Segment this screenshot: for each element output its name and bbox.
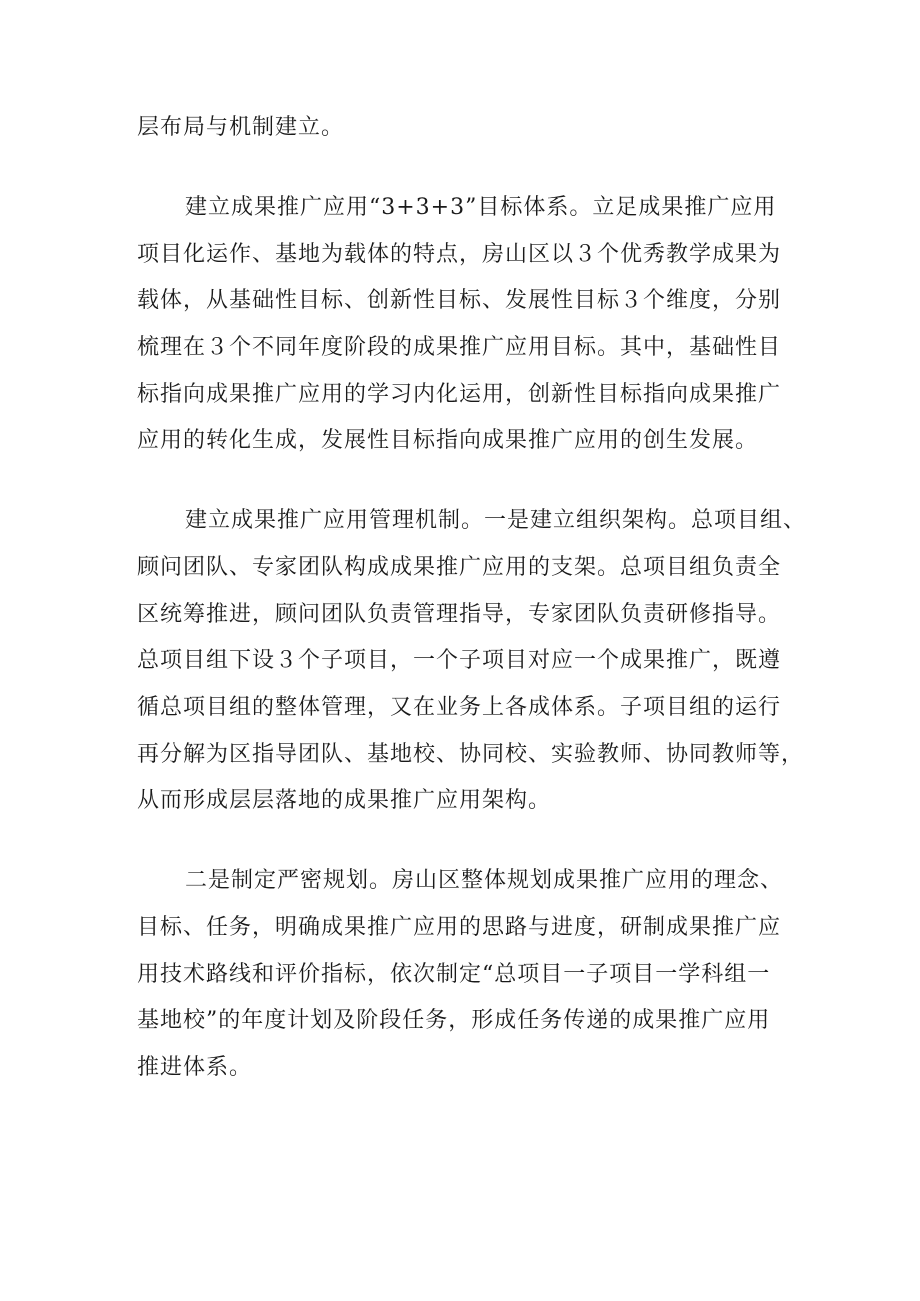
paragraph-4-line-4: 基地校”的年度计划及阶段任务，形成任务传递的成果推广应用 bbox=[137, 1008, 771, 1033]
paragraph-4-line-3: 用技术路线和评价指标，依次制定“总项目一子项目一学科组一 bbox=[137, 962, 771, 987]
paragraph-3-line-5: 循总项目组的整体管理，又在业务上各成体系。子项目组的运行 bbox=[137, 695, 782, 720]
paragraph-3-line-4: 总项目组下设３个子项目，一个子项目对应一个成果推广，既遵 bbox=[137, 648, 782, 673]
paragraph-4-line-1: 二是制定严密规划。房山区整体规划成果推广应用的理念、 bbox=[185, 868, 784, 893]
paragraph-2-line-3: 载体，从基础性目标、创新性目标、发展性目标３个维度，分别 bbox=[137, 288, 782, 313]
paragraph-3-line-1: 建立成果推广应用管理机制。一是建立组织架构。总项目组、 bbox=[185, 508, 807, 533]
paragraph-3-line-6: 再分解为区指导团队、基地校、协同校、实验教师、协同教师等， bbox=[137, 742, 805, 767]
paragraph-3-line-2: 顾问团队、专家团队构成成果推广应用的支架。总项目组负责全 bbox=[137, 555, 782, 580]
paragraph-4-line-2: 目标、任务，明确成果推广应用的思路与进度，研制成果推广应 bbox=[137, 915, 782, 940]
paragraph-2-line-4: 梳理在３个不同年度阶段的成果推广应用目标。其中，基础性目 bbox=[137, 335, 782, 360]
paragraph-2-line-6: 应用的转化生成，发展性目标指向成果推广应用的创生发展。 bbox=[137, 428, 759, 453]
paragraph-2-line-2: 项目化运作、基地为载体的特点，房山区以３个优秀教学成果为 bbox=[137, 242, 782, 267]
paragraph-4-line-5: 推进体系。 bbox=[137, 1055, 253, 1080]
paragraph-2-line-5: 标指向成果推广应用的学习内化运用，创新性目标指向成果推广 bbox=[137, 382, 782, 407]
paragraph-3-line-7: 从而形成层层落地的成果推广应用架构。 bbox=[137, 788, 552, 813]
paragraph-1-line-1: 层布局与机制建立。 bbox=[137, 115, 345, 140]
paragraph-2-line-1: 建立成果推广应用“3+3+3”目标体系。立足成果推广应用 bbox=[185, 195, 777, 220]
paragraph-3-line-3: 区统筹推进，顾问团队负责管理指导，专家团队负责研修指导。 bbox=[137, 602, 782, 627]
